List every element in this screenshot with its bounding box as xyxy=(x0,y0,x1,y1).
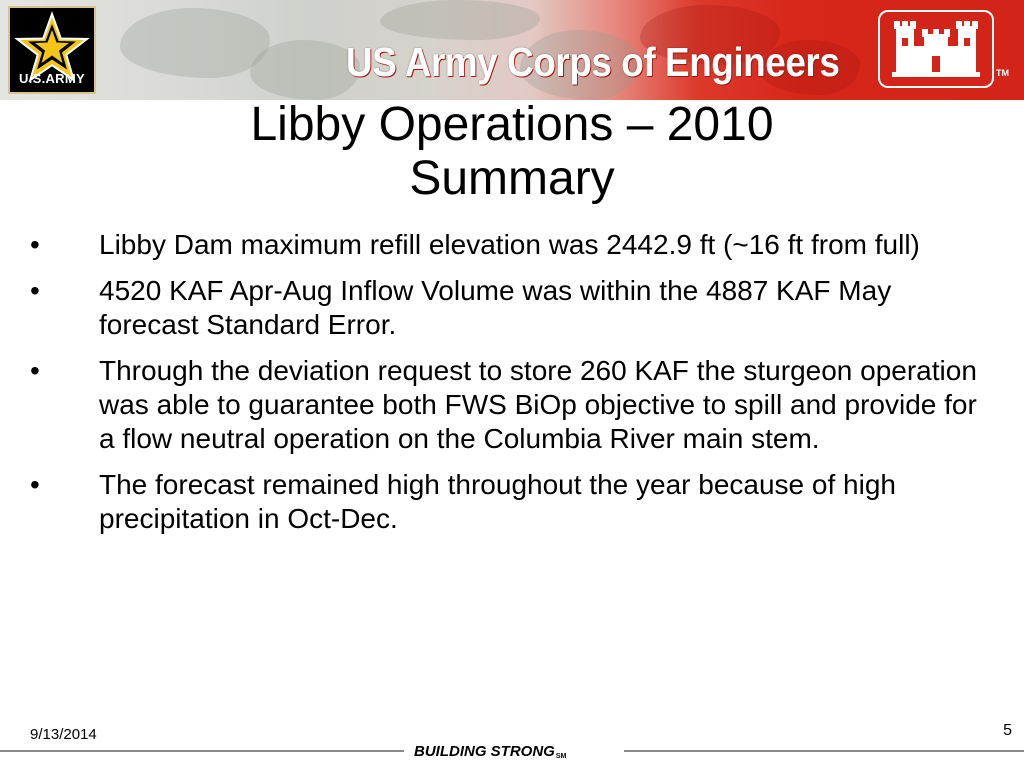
bullet-item xyxy=(0,354,1024,456)
army-logo-text: U.S.ARMY xyxy=(19,71,85,86)
bullet-text: The forecast remained high throughout the year because of high precipitation in Oct-Dec. xyxy=(99,469,896,534)
service-mark: SM xyxy=(555,753,567,760)
world-map-shape xyxy=(250,40,360,100)
bullet-item xyxy=(0,274,1024,342)
world-map-shape xyxy=(120,8,270,78)
bullet-marker: • xyxy=(30,275,40,306)
footer-divider-right xyxy=(624,750,1024,752)
bullet-item xyxy=(0,228,1024,262)
trademark-mark: TM xyxy=(996,68,1009,78)
bullet-marker: • xyxy=(30,355,40,386)
header-banner xyxy=(0,0,1024,100)
tagline-text: BUILDING STRONG xyxy=(414,743,555,760)
bullet-text: Through the deviation request to store 260 KAF the sturgeon operation was able to guarantee both FWS BiOp objective to spill and provide for a flow neutral operation on the Columbia River main stem. xyxy=(99,355,977,454)
footer-tagline xyxy=(414,743,566,760)
bullet-list xyxy=(0,228,1024,548)
title-line-2: Summary xyxy=(409,152,615,205)
footer-divider-left xyxy=(0,750,404,752)
page-number: 5 xyxy=(1003,722,1012,739)
corps-castle-logo xyxy=(878,10,994,88)
castle-icon xyxy=(880,12,992,86)
footer-date: 9/13/2014 xyxy=(30,726,97,743)
slide-title xyxy=(0,98,1024,206)
world-map-shape xyxy=(380,0,540,40)
bullet-marker: • xyxy=(30,469,40,500)
bullet-item xyxy=(0,468,1024,536)
army-logo xyxy=(8,6,96,94)
bullet-marker: • xyxy=(30,229,40,260)
title-line-1: Libby Operations – 2010 xyxy=(250,98,774,151)
bullet-text: 4520 KAF Apr-Aug Inflow Volume was within the 4887 KAF May forecast Standard Error. xyxy=(99,275,892,340)
bullet-text: Libby Dam maximum refill elevation was 2442.9 ft (~16 ft from full) xyxy=(99,229,920,260)
organization-name: US Army Corps of Engineers xyxy=(346,39,840,85)
